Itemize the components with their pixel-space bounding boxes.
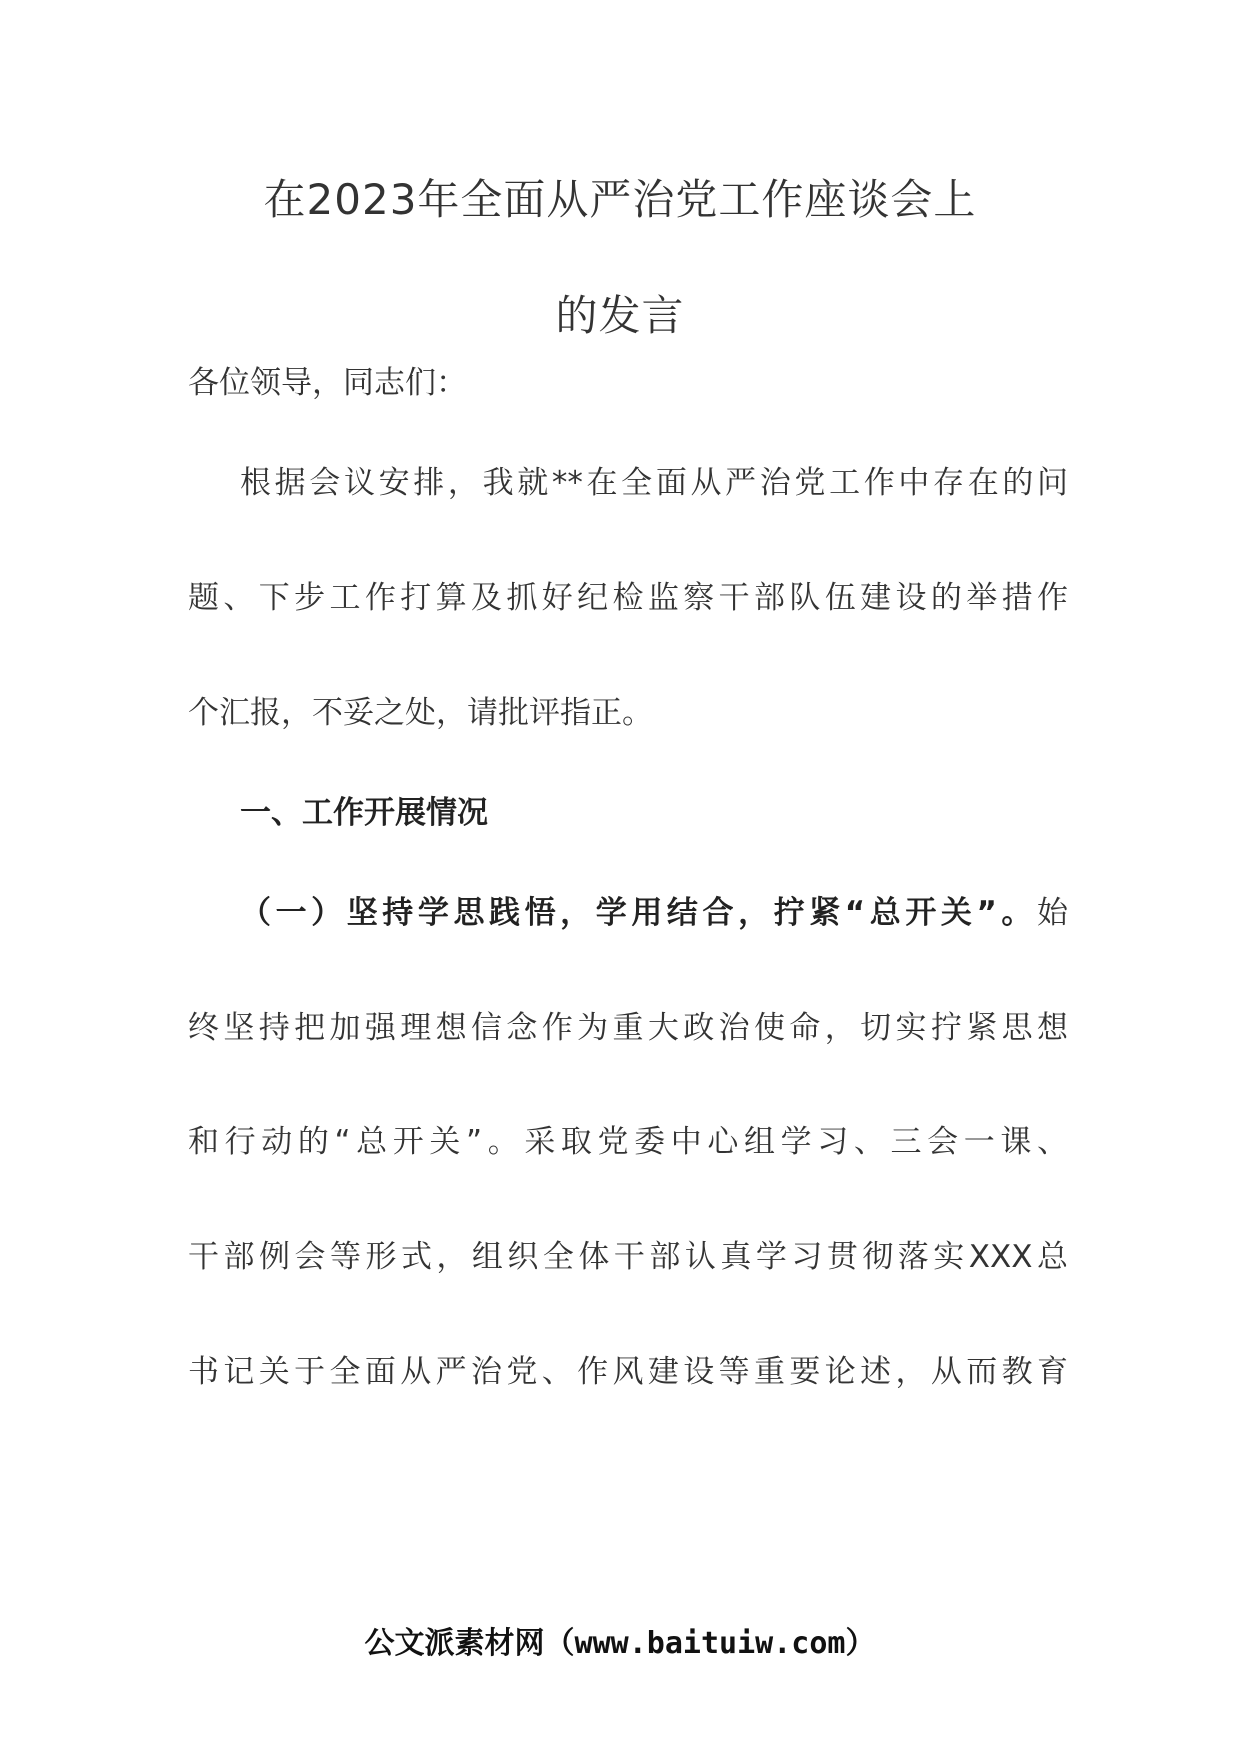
salutation: 各位领导，同志们： — [188, 365, 467, 401]
footer-watermark — [0, 1622, 1240, 1666]
intro-line-2: 题、下步工作打算及抓好纪检监察干部队伍建设的举措作 — [188, 580, 1068, 616]
section-heading: 一、工作开展情况 — [240, 795, 488, 831]
document-title-line-1: 在2023年全面从严治党工作座谈会上 — [263, 175, 977, 224]
footer-site-name: 公文派素材网 — [364, 1626, 545, 1661]
footer-site-url: www.baituiw.com — [574, 1626, 846, 1661]
subsection-first-line-tail: 始 — [1037, 895, 1068, 931]
footer-paren-close: ） — [845, 1626, 876, 1661]
subsection-bold-lead: （一）坚持学思践悟，学用结合，拧紧“总开关”。 — [240, 895, 1037, 931]
subsection-heading-line — [240, 891, 1068, 935]
intro-line-3: 个汇报，不妥之处，请批评指正。 — [188, 695, 653, 731]
footer-paren-open: （ — [544, 1626, 575, 1661]
body-line-4: 书记关于全面从严治党、作风建设等重要论述，从而教育 — [188, 1354, 1068, 1390]
intro-line-1: 根据会议安排，我就**在全面从严治党工作中存在的问 — [240, 465, 1068, 501]
body-line-1: 终坚持把加强理想信念作为重大政治使命，切实拧紧思想 — [188, 1010, 1068, 1046]
body-line-2: 和行动的“总开关”。采取党委中心组学习、三会一课、 — [188, 1124, 1068, 1160]
document-title-line-2: 的发言 — [555, 291, 685, 340]
body-line-3: 干部例会等形式，组织全体干部认真学习贯彻落实XXX总 — [188, 1239, 1068, 1275]
